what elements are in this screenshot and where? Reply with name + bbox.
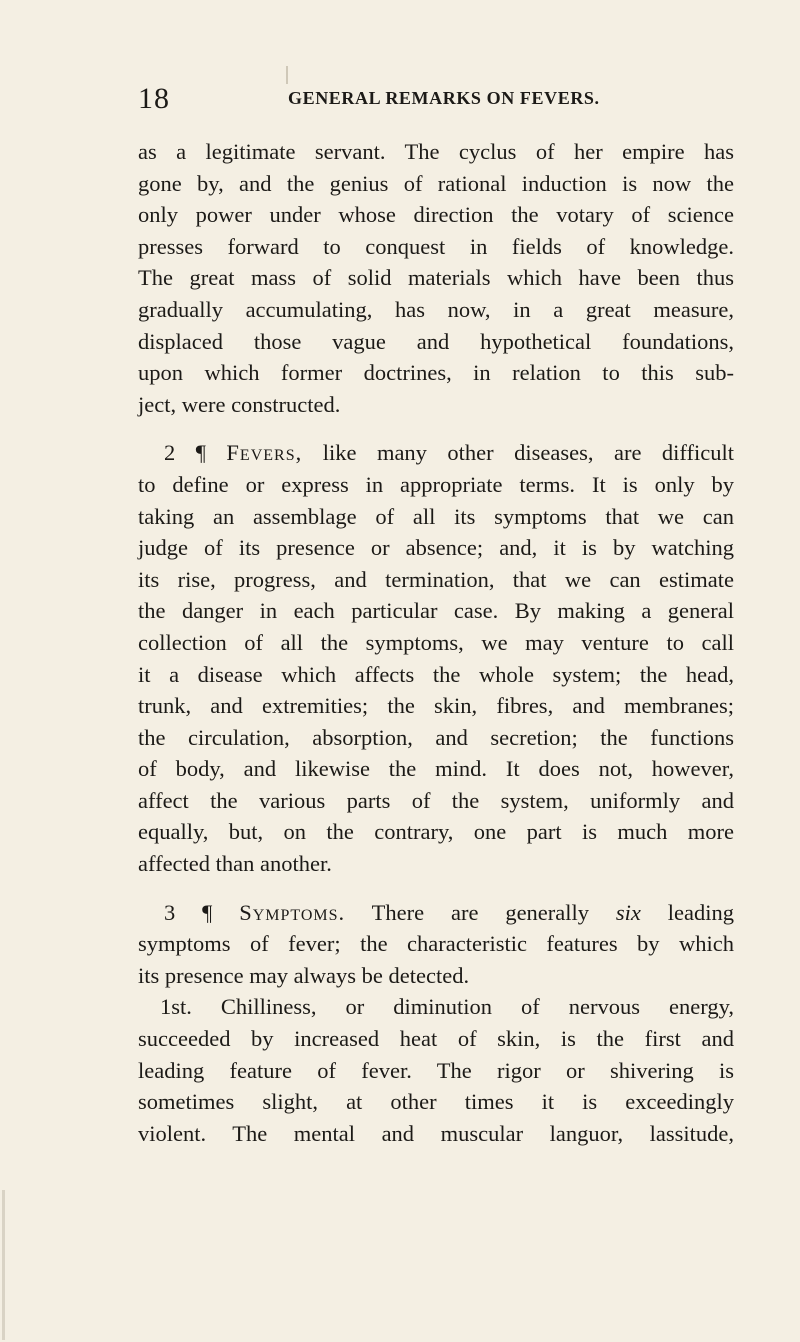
text-line: affected than another. <box>138 851 332 877</box>
paragraph-3 <box>138 897 734 992</box>
text-line: ject, were constructed. <box>138 391 341 417</box>
text-line: as a legitimate servant. The cyclus of her empire has <box>138 139 734 164</box>
paragraph-1 <box>138 136 734 420</box>
text-line: its presence may always be detected. <box>138 962 470 988</box>
text-fragment: There are generally <box>371 899 590 925</box>
emphasis-text: six <box>615 899 641 925</box>
text-line: only power under whose direction the votary of science <box>138 202 734 228</box>
text-line: sometimes slight, at other times it is exceedingly <box>138 1089 734 1115</box>
page-header <box>138 80 738 120</box>
text-line: of body, and likewise the mind. It does not, however, <box>138 756 734 782</box>
text-fragment: leading <box>667 899 735 925</box>
text-line: succeeded by increased heat of skin, is the first and <box>138 1026 734 1052</box>
text-line: trunk, and extremities; the skin, fibres, and membranes; <box>138 693 734 719</box>
text-line-first <box>138 897 734 929</box>
paragraph-4 <box>138 991 734 1149</box>
paragraph-2 <box>138 437 734 879</box>
running-head: GENERAL REMARKS ON FEVERS. <box>288 88 600 108</box>
section-heading: Fevers, <box>226 440 303 466</box>
text-line: gone by, and the genius of rational induction is now the <box>138 170 734 196</box>
text-line: it a disease which affects the whole system; the head, <box>138 661 734 687</box>
text-line: the circulation, absorption, and secretion; the functions <box>138 724 734 750</box>
page-edge-shadow <box>2 1190 5 1340</box>
text-line: judge of its presence or absence; and, it is by watching <box>138 535 734 561</box>
text-line: affect the various parts of the system, uniformly and <box>138 787 734 813</box>
text-line: to define or express in appropriate terms. It is only by <box>138 471 734 497</box>
page-number: 18 <box>138 82 170 115</box>
section-heading: Symptoms. <box>239 899 346 925</box>
text-line: equally, but, on the contrary, one part is much more <box>138 819 734 845</box>
section-mark: 3 ¶ <box>164 899 213 925</box>
body-text <box>138 136 734 1149</box>
text-line: The great mass of solid materials which have been thus <box>138 265 734 291</box>
text-line: taking an assemblage of all its symptoms that we can <box>138 503 734 529</box>
text-line: 1st. Chilliness, or diminution of nervous energy, <box>160 994 734 1020</box>
text-line: the danger in each particular case. By making a general <box>138 598 734 624</box>
text-line: violent. The mental and muscular languor, lassitude, <box>138 1120 734 1146</box>
text-line: collection of all the symptoms, we may venture to call <box>138 629 734 655</box>
text-line: its rise, progress, and termination, that we can estimate <box>138 566 734 592</box>
text-line: gradually accumulating, has now, in a great measure, <box>138 296 734 322</box>
section-mark: 2 ¶ <box>164 440 206 466</box>
text-line: presses forward to conquest in fields of knowledge. <box>138 233 734 259</box>
text-fragment: like many other diseases, are difficult <box>322 440 734 466</box>
text-line-first <box>138 437 734 469</box>
text-line: symptoms of fever; the characteristic features by which <box>138 931 734 957</box>
text-line: leading feature of fever. The rigor or shivering is <box>138 1057 734 1083</box>
text-line: displaced those vague and hypothetical foundations, <box>138 328 734 354</box>
text-line: upon which former doctrines, in relation to this sub- <box>138 360 734 386</box>
